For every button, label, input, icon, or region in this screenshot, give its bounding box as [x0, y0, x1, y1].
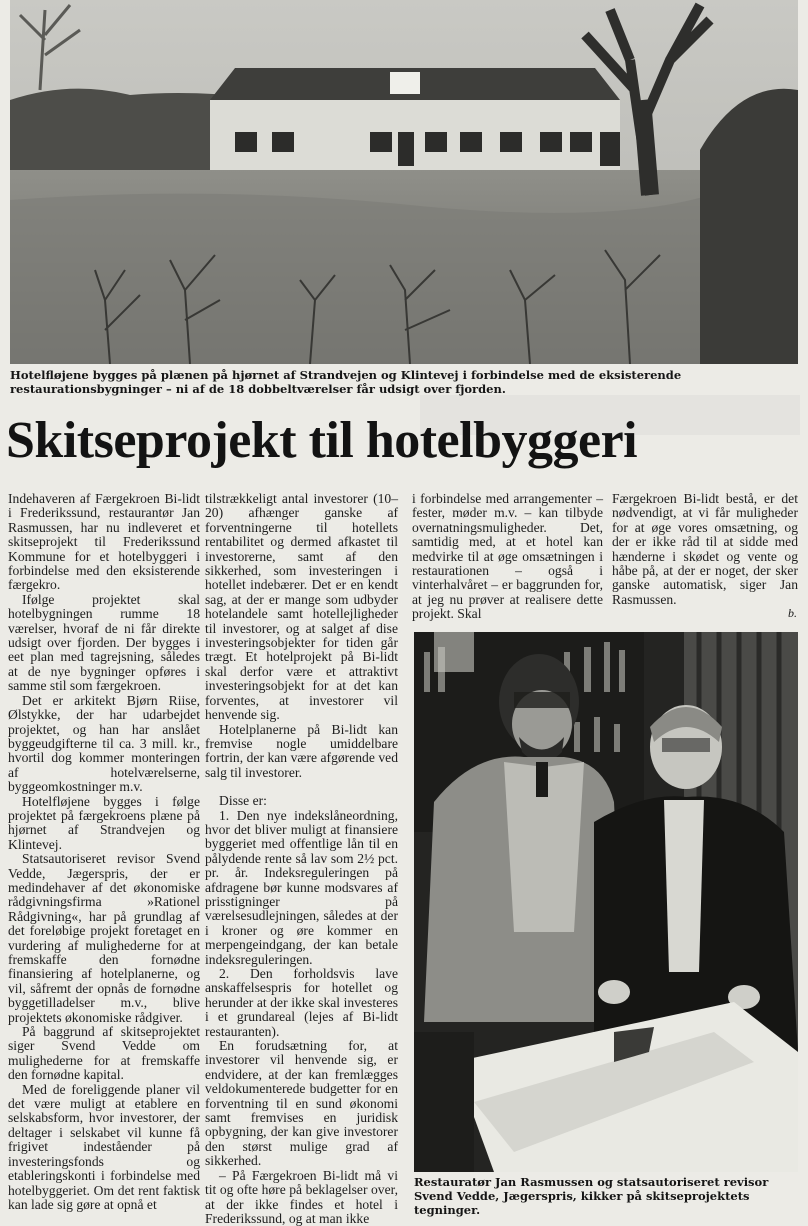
article-column-4	[612, 492, 798, 608]
top-photo	[10, 0, 798, 364]
paragraph: Indehaveren af Færgekroen Bi-lidt i Frederikssund, restaurantør Jan Rasmussen, har nu indleveret et skitseprojekt til Frederikssund Kommune for et hotelbyggeri i forbindelse med den eksisterende færgekro.	[8, 491, 200, 593]
paragraph: Med de foreliggende planer vil det være muligt at etablere en selskabsform, hvor investorer, der deltager i selskabet vil kunne få frigivet indeståender på investeringsfonds og etableringskonti i forbindelse med hotelbyggeriet. Om det rent faktisk kan lade sig gøre at opnå et	[8, 1081, 200, 1212]
bottom-photo-image	[414, 632, 798, 1172]
paragraph: Hotelfløjene bygges i følge projektet på færgekroens plæne på hjørnet af Strandvejen og Klintevej.	[8, 793, 200, 852]
top-photo-caption: Hotelfløjene bygges på plænen på hjørnet af Strandvejen og Klintevej i forbindelse med de eksisterende restaurationsbygninger – ni af de 18 dobbeltværelser får udsigt over fjorden.	[10, 368, 682, 396]
paragraph: På baggrund af skitseprojektet siger Svend Vedde om mulighederne for at fremskaffe den fornødne kapital.	[8, 1024, 200, 1083]
paragraph: Færgekroen Bi-lidt bestå, er det nødvendigt, at vi får muligheder for at øge vores omsætning, og der er ikke råd til at sidde med hænderne i skødet og vente og håbe på, at der er noget, der sker ganske automatisk, siger Jan Rasmussen.	[612, 491, 798, 607]
paragraph: En forudsætning for, at investorer vil henvende sig, er endvidere, at der kan fremlægges veldokumenterede budgetter for en forventning til en sund økonomi samt fremvises en juridisk opbygning, der kan give investorer den størst mulige grad af sikkerhed.	[205, 1038, 398, 1169]
paragraph: Statsautoriseret revisor Svend Vedde, Jægerspris, der er medindehaver af det økonomiske rådgivningsfirma »Rationel Rådgivning«, har på grundlag af det foreløbige projekt foretaget en vurdering af mulighederne for at fremskaffe den fornødne finansiering af hotelplanerne, og vil, såfremt der opnås de fornødne byggetilladelser m.v., blive projektets økonomiske rådgiver.	[8, 851, 200, 1025]
paragraph: Hotelplanerne på Bi-lidt kan fremvise nogle umiddelbare fortrin, der kan være afgørende ved salg til investorer.	[205, 721, 398, 780]
paragraph: Disse er:	[219, 793, 267, 809]
article-column-3	[412, 492, 603, 624]
author-signature: b.	[788, 606, 797, 620]
paragraph: tilstrækkeligt antal investorer (10–20) afhænger ganske af forventningerne til hotellets rentabilitet og dermed afkastet til investorerne, samt af den sikkerhed, som investeringen i hotellet indebærer. Det er en kendt sag, at der er mange som udbyder hotelandele samt hotellejligheder til investorer, og at salget af dise investeringsobjekter for tiden går trægt. Et hotelprojekt på Bi-lidt skal derfor være et attraktivt investeringsobjekt for at det kan forventes, at investorer vil henvende sig.	[205, 491, 398, 723]
article-column-2	[205, 491, 398, 1226]
paragraph: – På Færgekroen Bi-lidt må vi tit og ofte høre på beklagelser over, at der ikke findes et hotel i Frederikssund, og at man ikke	[205, 1167, 398, 1226]
bottom-photo	[414, 632, 798, 1172]
paragraph: 2. Den forholdsvis lave anskaffelsespris for hotellet og herunder at der ikke skal investeres i et grundareal (lejes af Bi-lidt restauranten).	[205, 966, 398, 1039]
page-title: Skitseprojekt til hotelbyggeri	[6, 412, 638, 469]
bottom-photo-caption: Restauratør Jan Rasmussen og statsautoriseret revisor Svend Vedde, Jægerspris, kikker på skitseprojektets tegninger.	[414, 1175, 769, 1217]
paragraph: Ifølge projektet skal hotelbygningen rumme 18 værelser, hvoraf de ni får direkte udsigt over fjorden. Der bygges i eet plan med tagrejsning, således at de nye bygninger opføres i samme stil som færgekroen.	[8, 591, 200, 694]
paragraph: i forbindelse med arrangementer – fester, møder m.v. – kan tilbyde overnatningsmuligheder. Det, samtidig med, at et hotel kan medvirke til at øge omsætningen i restaurationen – også i vinterhalvåret – er baggrunden for, at jeg nu prøver at realisere dette projekt. Skal	[412, 491, 603, 622]
article-column-1	[8, 491, 200, 1212]
paragraph: Det er arkitekt Bjørn Riise, Ølstykke, der har udarbejdet projektet, og han har anslået byggeudgifterne til ca. 3 mill. kr., hvortil dog kommer monteringen af hotelværelserne, byggeomkostninger m.v.	[8, 692, 200, 795]
paragraph: 1. Den nye indekslåneordning, hvor det bliver muligt at finansiere byggeriet med offentlige lån til en pålydende rente så lav som 2½ pct. pr. år. Indeksreguleringen på afdragene bør kunne modsvares af prisstigninger på værelsesudlejningen, således at der i kroner og øre kommer en merpengeindgang, der kan betale indeksreguleringen.	[205, 807, 398, 967]
top-photo-image	[10, 0, 798, 364]
